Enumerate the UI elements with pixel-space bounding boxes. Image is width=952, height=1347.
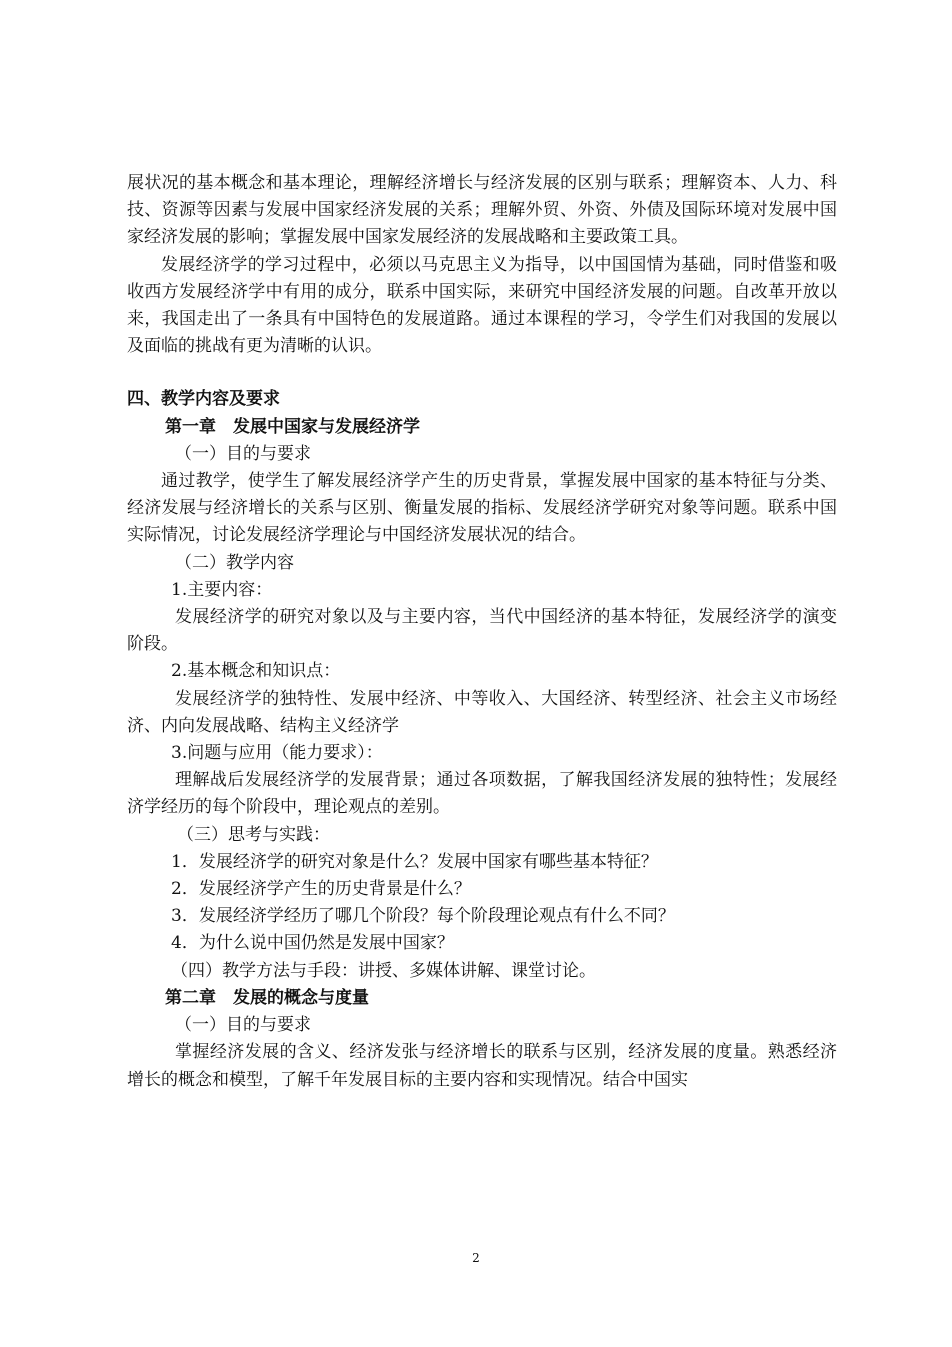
chapter-1-goal-heading: （一）目的与要求 [175, 443, 311, 464]
body-paragraph-continued: 展状况的基本概念和基本理论，理解经济增长与经济发展的区别与联系；理解资本、人力、科技、资源等因素与发展中国家经济发展的关系；理解外贸、外资、外债及国际环境对发展中国家经济发展的影响；掌握发展中国家发展经济的发展战略和主要政策工具。 [127, 173, 837, 248]
chapter-1-item-2-label: 2.基本概念和知识点： [171, 661, 341, 682]
chapter-1-item-1-label: 1.主要内容： [171, 579, 273, 600]
section-heading: 四、教学内容及要求 [127, 389, 280, 410]
question-item: 3．发展经济学经历了哪几个阶段？每个阶段理论观点有什么不同？ [171, 906, 675, 927]
chapter-1-practice-heading: （三）思考与实践： [177, 824, 330, 845]
chapter-1-title: 第一章 发展中国家与发展经济学 [165, 416, 420, 437]
chapter-1-item-3-label: 3.问题与应用（能力要求）： [171, 743, 383, 764]
question-item: 1．发展经济学的研究对象是什么？发展中国家有哪些基本特征？ [171, 851, 658, 872]
page-body [127, 170, 837, 1094]
question-item: 2．发展经济学产生的历史背景是什么？ [171, 879, 471, 900]
question-item: 4．为什么说中国仍然是发展中国家？ [171, 933, 454, 954]
chapter-1-content-heading: （二）教学内容 [175, 552, 294, 573]
chapter-1-item-1-text: 发展经济学的研究对象以及与主要内容，当代中国经济的基本特征，发展经济学的演变阶段。 [127, 607, 837, 655]
chapter-2-title: 第二章 发展的概念与度量 [165, 987, 369, 1008]
chapter-1-item-3-text: 理解战后发展经济学的发展背景；通过各项数据，了解我国经济发展的独特性；发展经济学经历的每个阶段中，理论观点的差别。 [127, 770, 837, 818]
chapter-2-goal-text: 掌握经济发展的含义、经济发张与经济增长的联系与区别，经济发展的度量。熟悉经济增长的概念和模型，了解千年发展目标的主要内容和实现情况。结合中国实 [127, 1042, 837, 1090]
page-number: 2 [472, 1251, 480, 1265]
chapter-1-methods: （四）教学方法与手段：讲授、多媒体讲解、课堂讨论。 [171, 960, 596, 981]
chapter-1-goal-text: 通过教学，使学生了解发展经济学产生的历史背景，掌握发展中国家的基本特征与分类、经济发展与经济增长的关系与区别、衡量发展的指标、发展经济学研究对象等问题。联系中国实际情况，讨论发展经济学理论与中国经济发展状况的结合。 [127, 471, 837, 546]
chapter-2-goal-heading: （一）目的与要求 [175, 1015, 311, 1036]
body-paragraph-study-process: 发展经济学的学习过程中，必须以马克思主义为指导，以中国国情为基础，同时借鉴和吸收西方发展经济学中有用的成分，联系中国实际，来研究中国经济发展的问题。自改革开放以来，我国走出了一条具有中国特色的发展道路。通过本课程的学习，令学生们对我国的发展以及面临的挑战有更为清晰的认识。 [127, 254, 837, 357]
chapter-1-item-2-text: 发展经济学的独特性、发展中经济、中等收入、大国经济、转型经济、社会主义市场经济、内向发展战略、结构主义经济学 [127, 688, 837, 736]
